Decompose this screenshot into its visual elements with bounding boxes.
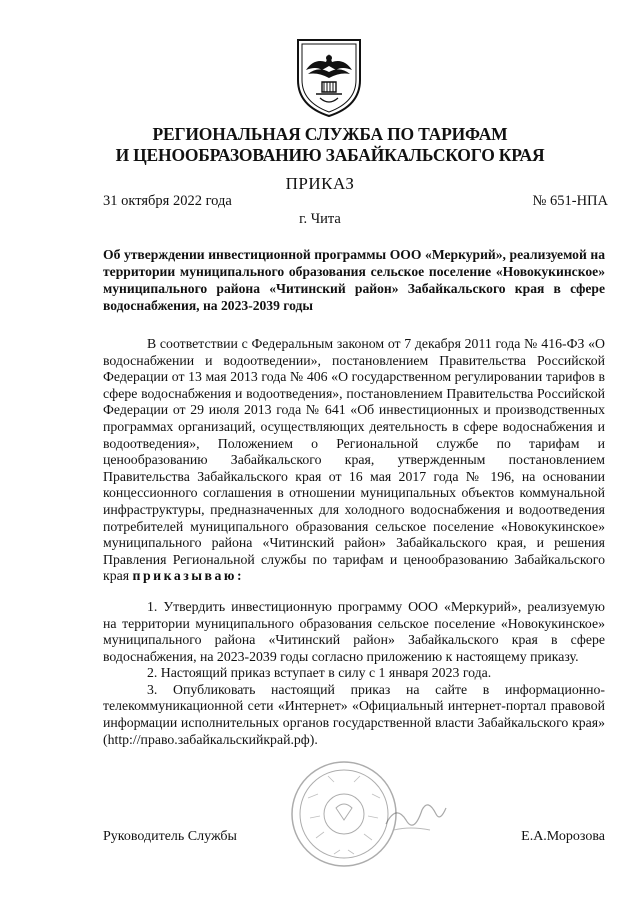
organization-name <box>80 124 580 166</box>
preamble-text: В соответствии с Федеральным законом от 7 декабря 2011 года № 416-ФЗ «О водоснабжении и водоотведении», постановлением Правительства Российской Федерации от 13 мая 2013 года № 406 «О государственном регулировании тарифов в сфере водоснабжения и водоотведения», постановлением Правительства Российской Федерации от 29 июля 2013 года № 641 «Об инвестиционных и производственных программах организаций, осуществляющих деятельность в сфере водоснабжения и водоотведения», Положением о Региональной службе по тарифам и ценообразованию Забайкальского края, утвержденным постановлением Правительства Забайкальского края от 16 мая 2017 года № 196, на основании концессионного соглашения в отношении муниципальных объектов коммунальной инфраструктуры, предназначенных для холодного водоснабжения и водоотведения потребителей муниципального образования сельское поселение «Новокукинское» муниципального района «Читинский район» Забайкальского края, и решения Правления Региональной службы по тарифам и ценообразованию Забайкальского края <box>103 336 605 584</box>
organization-name-line1: РЕГИОНАЛЬНАЯ СЛУЖБА ПО ТАРИФАМ <box>152 124 508 144</box>
document-date: 31 октября 2022 года <box>103 193 232 209</box>
signatory-name: Е.А.Морозова <box>521 829 605 844</box>
document-subject: Об утверждении инвестиционной программы ООО «Меркурий», реализуемой на территории муниципального образования сельское поселение «Новокукинское» муниципального района «Читинский район» Забайкальского края в сфере водоснабжения, на 2023-2039 годы <box>103 247 605 313</box>
document-city: г. Чита <box>299 211 341 227</box>
coat-of-arms-icon <box>292 36 366 118</box>
signatory-role: Руководитель Службы <box>103 829 237 844</box>
order-item-3: 3. Опубликовать настоящий приказ на сайте в информационно-телекоммуникационной сети «Интернет» «Официальный интернет-портал правовой информации исполнительных органов государственной власти Забайкальского края» (http://право.забайкальскийкрай.рф). <box>103 681 605 747</box>
document-number: № 651-НПА <box>532 193 608 209</box>
document-body <box>103 336 605 748</box>
order-item-1: 1. Утвердить инвестиционную программу ООО «Меркурий», реализуемую на территории муниципального образования сельское поселение «Новокукинское» муниципального района «Читинский район» Забайкальского края в сфере водоснабжения, на 2023-2039 годы согласно приложению к настоящему приказу. <box>103 598 605 664</box>
preamble-paragraph <box>103 336 605 585</box>
preamble-command: приказываю: <box>132 568 245 584</box>
document-type: ПРИКАЗ <box>285 174 355 193</box>
order-item-2: 2. Настоящий приказ вступает в силу с 1 января 2023 года. <box>147 665 492 681</box>
handwritten-signature <box>380 780 450 850</box>
organization-name-line2: И ЦЕНООБРАЗОВАНИЮ ЗАБАЙКАЛЬСКОГО КРАЯ <box>115 145 545 165</box>
